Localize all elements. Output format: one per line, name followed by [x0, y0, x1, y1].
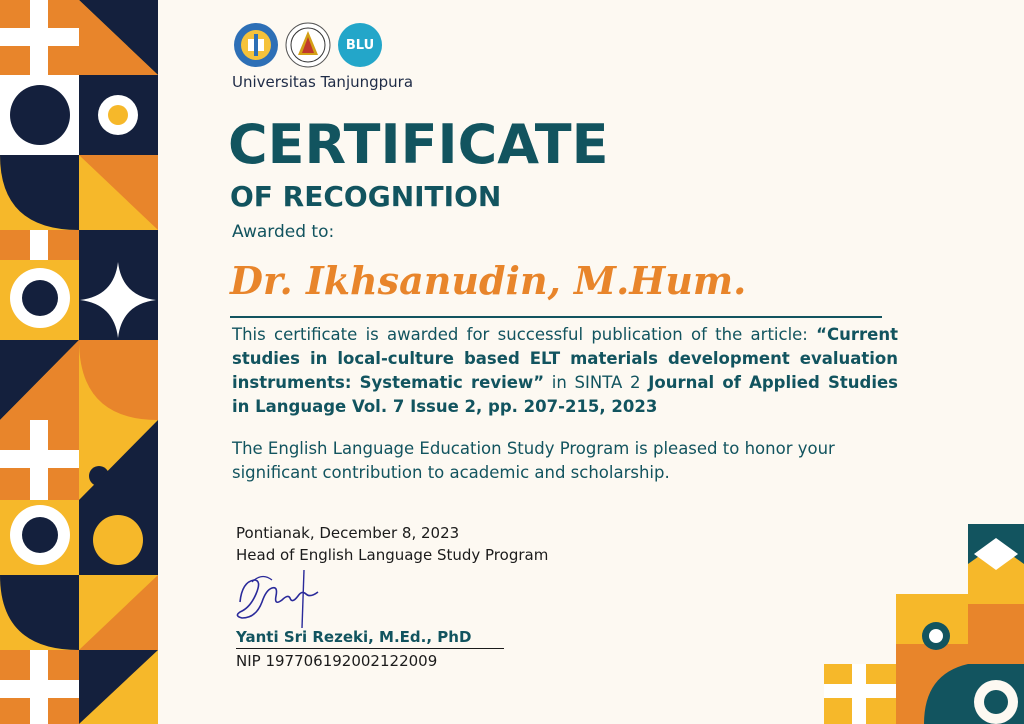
signer-nip: NIP 197706192002122009	[236, 652, 438, 670]
signature-line	[236, 648, 504, 649]
decorative-pattern-corner	[824, 524, 1024, 724]
signature-block	[236, 522, 548, 566]
award-description	[232, 323, 898, 419]
place-date: Pontianak, December 8, 2023	[236, 524, 460, 542]
recipient-name: Dr. Ikhsanudin, M.Hum.	[230, 258, 747, 303]
journal-info: Journal of Applied Studies in Language Vol. 7 Issue 2, pp. 207-215, 2023	[232, 373, 898, 416]
kemendikbud-logo	[233, 22, 279, 68]
awarded-label: Awarded to:	[232, 222, 335, 242]
certificate-title: CERTIFICATE	[228, 113, 609, 176]
university-name: Universitas Tanjungpura	[232, 73, 414, 91]
logo-row	[233, 22, 383, 68]
decorative-pattern-left	[0, 0, 158, 724]
honor-text: The English Language Education Study Program is pleased to honor your significant contribution to academic and scholarship.	[232, 439, 835, 482]
untan-logo	[285, 22, 331, 68]
signer-name: Yanti Sri Rezeki, M.Ed., PhD	[236, 628, 472, 646]
signer-position: Head of English Language Study Program	[236, 546, 549, 564]
body-intro: This certificate is awarded for successful publication of the article:	[232, 325, 808, 344]
handwritten-signature	[232, 562, 332, 632]
name-underline	[230, 316, 882, 318]
body-mid: in SINTA 2	[544, 373, 649, 392]
certificate-subtitle: OF RECOGNITION	[230, 180, 502, 213]
blu-logo	[337, 22, 383, 68]
article-title: “Current studies in local-culture based ELT materials development evaluation instruments: Systematic review”	[232, 325, 898, 392]
blu-logo-text: BLU	[345, 38, 375, 53]
